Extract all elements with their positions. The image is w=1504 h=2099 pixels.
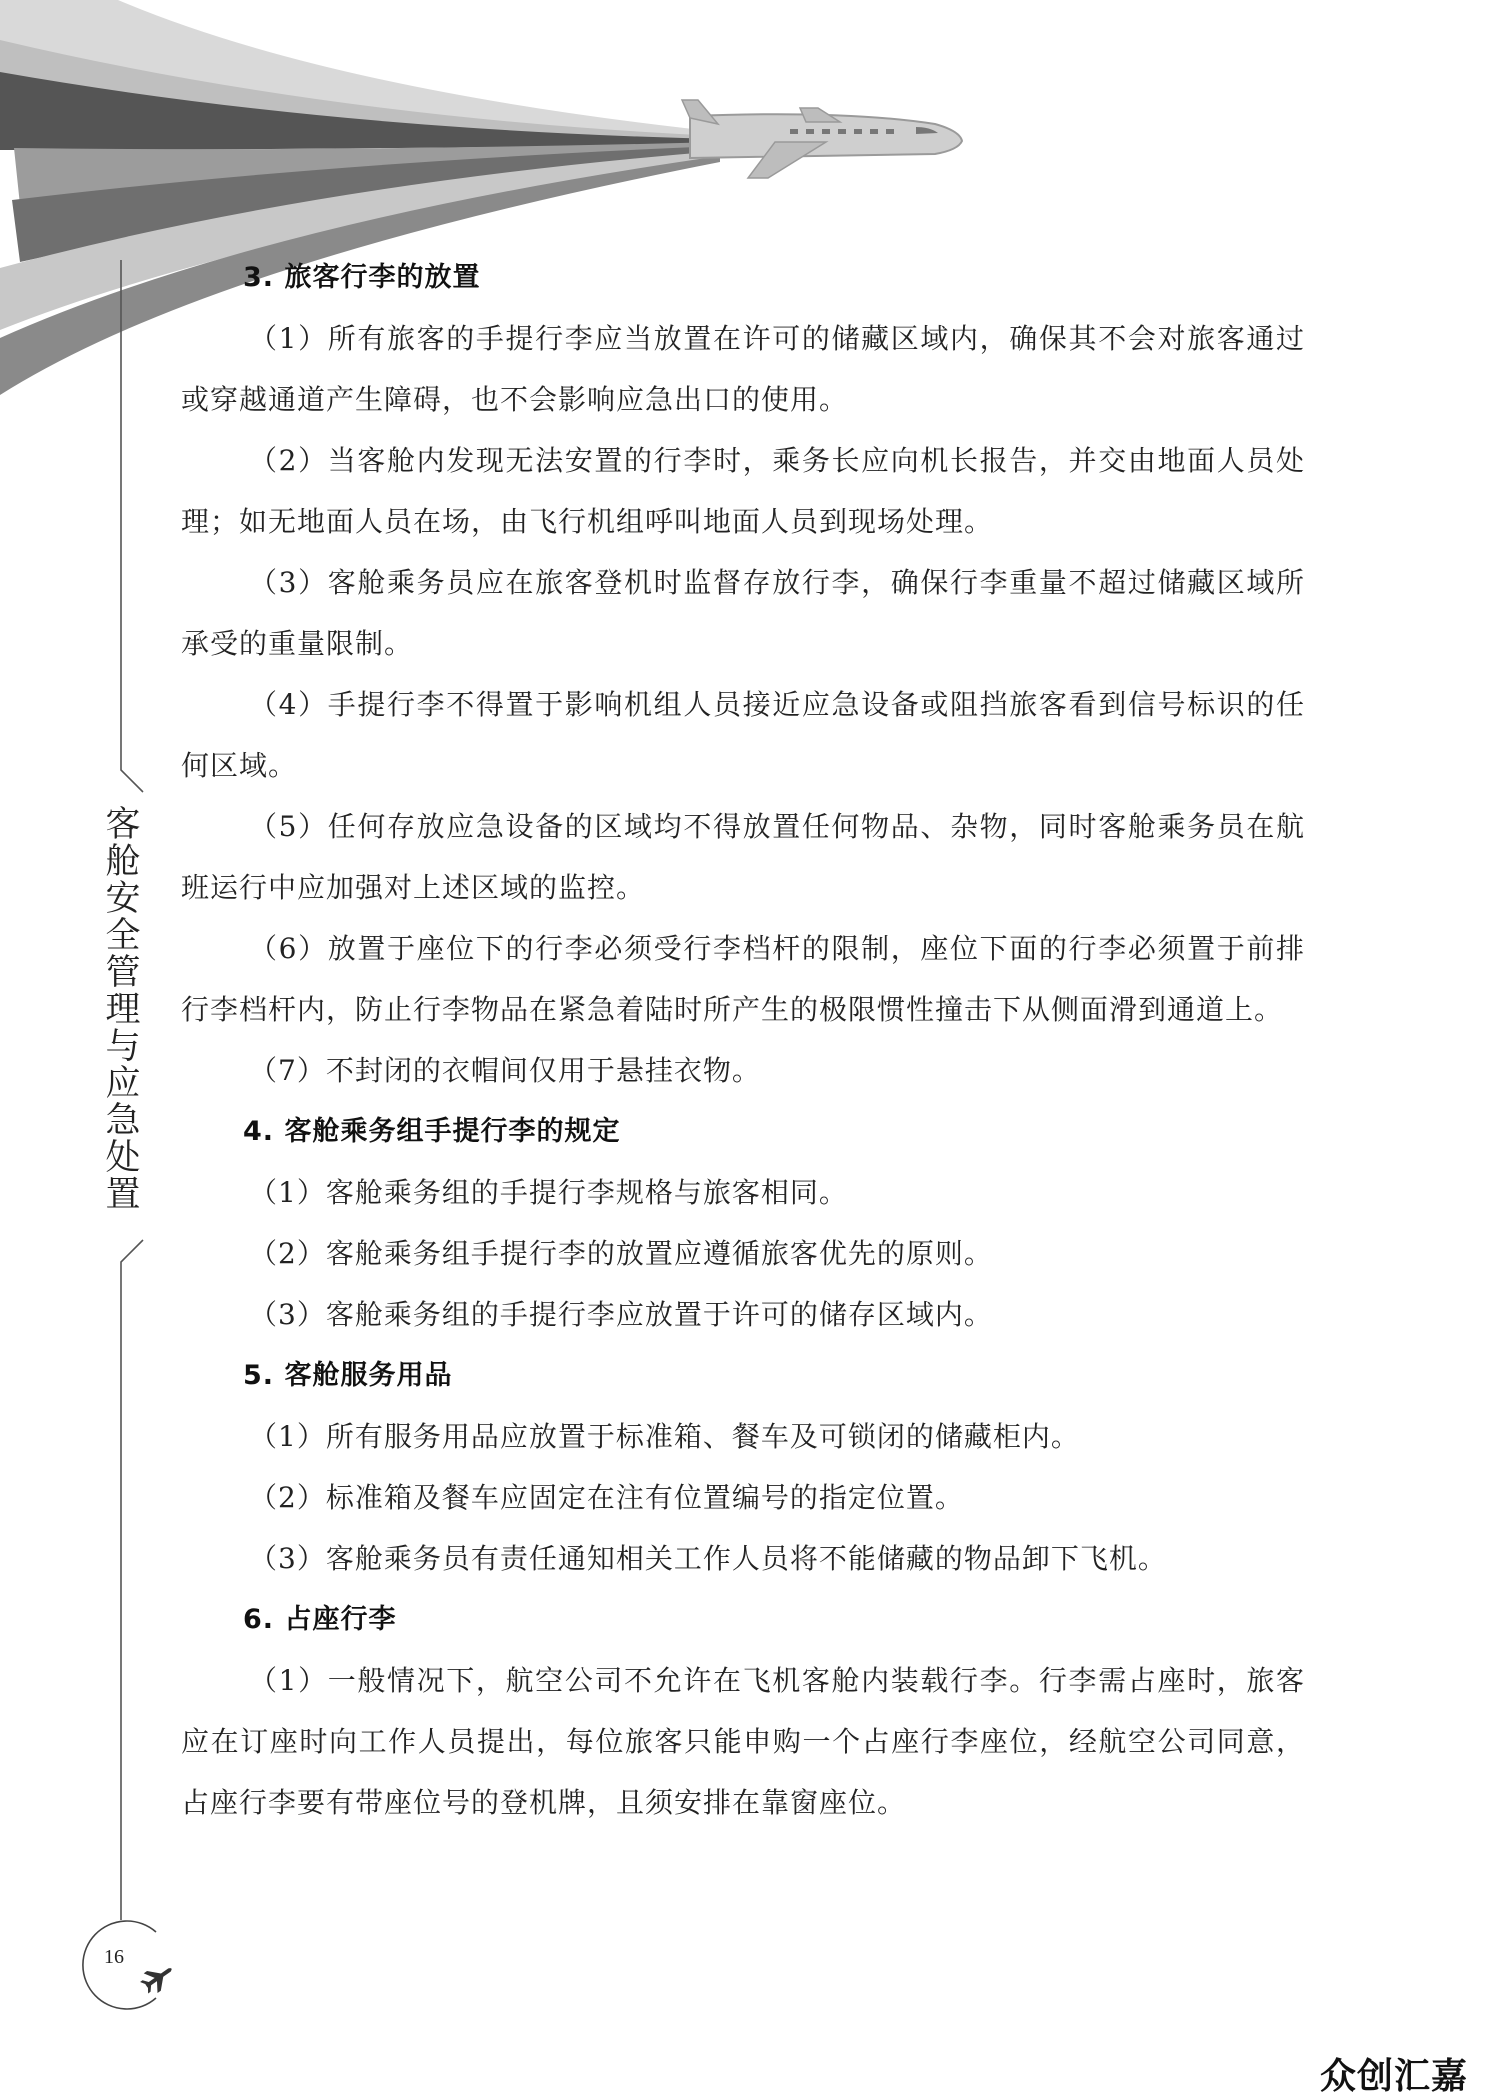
paragraph: （4）手提行李不得置于影响机组人员接近应急设备或阻挡旅客看到信号标识的任何区域。 xyxy=(181,688,1305,782)
paragraph: （7）不封闭的衣帽间仅用于悬挂衣物。 xyxy=(249,1054,761,1087)
paragraph: （3）客舱乘务员有责任通知相关工作人员将不能储藏的物品卸下飞机。 xyxy=(249,1542,1167,1575)
section-heading: 5. 客舱服务用品 xyxy=(243,1360,453,1391)
paragraph: （5）任何存放应急设备的区域均不得放置任何物品、杂物，同时客舱乘务员在航班运行中应加强对上述区域的监控。 xyxy=(181,810,1305,904)
page-number: 16 xyxy=(104,1946,124,1968)
paragraph: （1）一般情况下，航空公司不允许在飞机客舱内装载行李。行李需占座时，旅客应在订座时向工作人员提出，每位旅客只能申购一个占座行李座位，经航空公司同意，占座行李要有带座位号的登机牌，且须安排在靠窗座位。 xyxy=(181,1664,1305,1819)
watermark: 众创汇嘉 xyxy=(1320,2056,1469,2097)
section-heading: 3. 旅客行李的放置 xyxy=(243,262,481,293)
chapter-side-title: 客舱安全管理与应急处置 xyxy=(100,805,140,1212)
paragraph: （3）客舱乘务员应在旅客登机时监督存放行李，确保行李重量不超过储藏区域所承受的重量限制。 xyxy=(181,566,1305,660)
paragraph: （2）标准箱及餐车应固定在注有位置编号的指定位置。 xyxy=(249,1481,964,1514)
airplane-banner-icon xyxy=(682,100,962,178)
section-heading: 6. 占座行李 xyxy=(243,1604,397,1635)
paragraph: （6）放置于座位下的行李必须受行李档杆的限制，座位下面的行李必须置于前排行李档杆内，防止行李物品在紧急着陆时所产生的极限惯性撞击下从侧面滑到通道上。 xyxy=(181,932,1305,1026)
main-content xyxy=(181,247,1305,1833)
section xyxy=(181,1101,1305,1345)
paragraph: （1）客舱乘务组的手提行李规格与旅客相同。 xyxy=(249,1176,848,1209)
section xyxy=(181,247,1305,1101)
section xyxy=(181,1589,1305,1833)
paragraph: （3）客舱乘务组的手提行李应放置于许可的储存区域内。 xyxy=(249,1298,993,1331)
section-heading: 4. 客舱乘务组手提行李的规定 xyxy=(243,1116,621,1147)
airplane-icon xyxy=(137,1959,178,1998)
paragraph: （2）客舱乘务组手提行李的放置应遵循旅客优先的原则。 xyxy=(249,1237,993,1270)
paragraph: （1）所有服务用品应放置于标准箱、餐车及可锁闭的储藏柜内。 xyxy=(249,1420,1080,1453)
paragraph: （1）所有旅客的手提行李应当放置在许可的储藏区域内，确保其不会对旅客通过或穿越通道产生障碍，也不会影响应急出口的使用。 xyxy=(181,322,1305,416)
section xyxy=(181,1345,1305,1589)
paragraph: （2）当客舱内发现无法安置的行李时，乘务长应向机长报告，并交由地面人员处理；如无地面人员在场，由飞行机组呼叫地面人员到现场处理。 xyxy=(181,444,1305,538)
